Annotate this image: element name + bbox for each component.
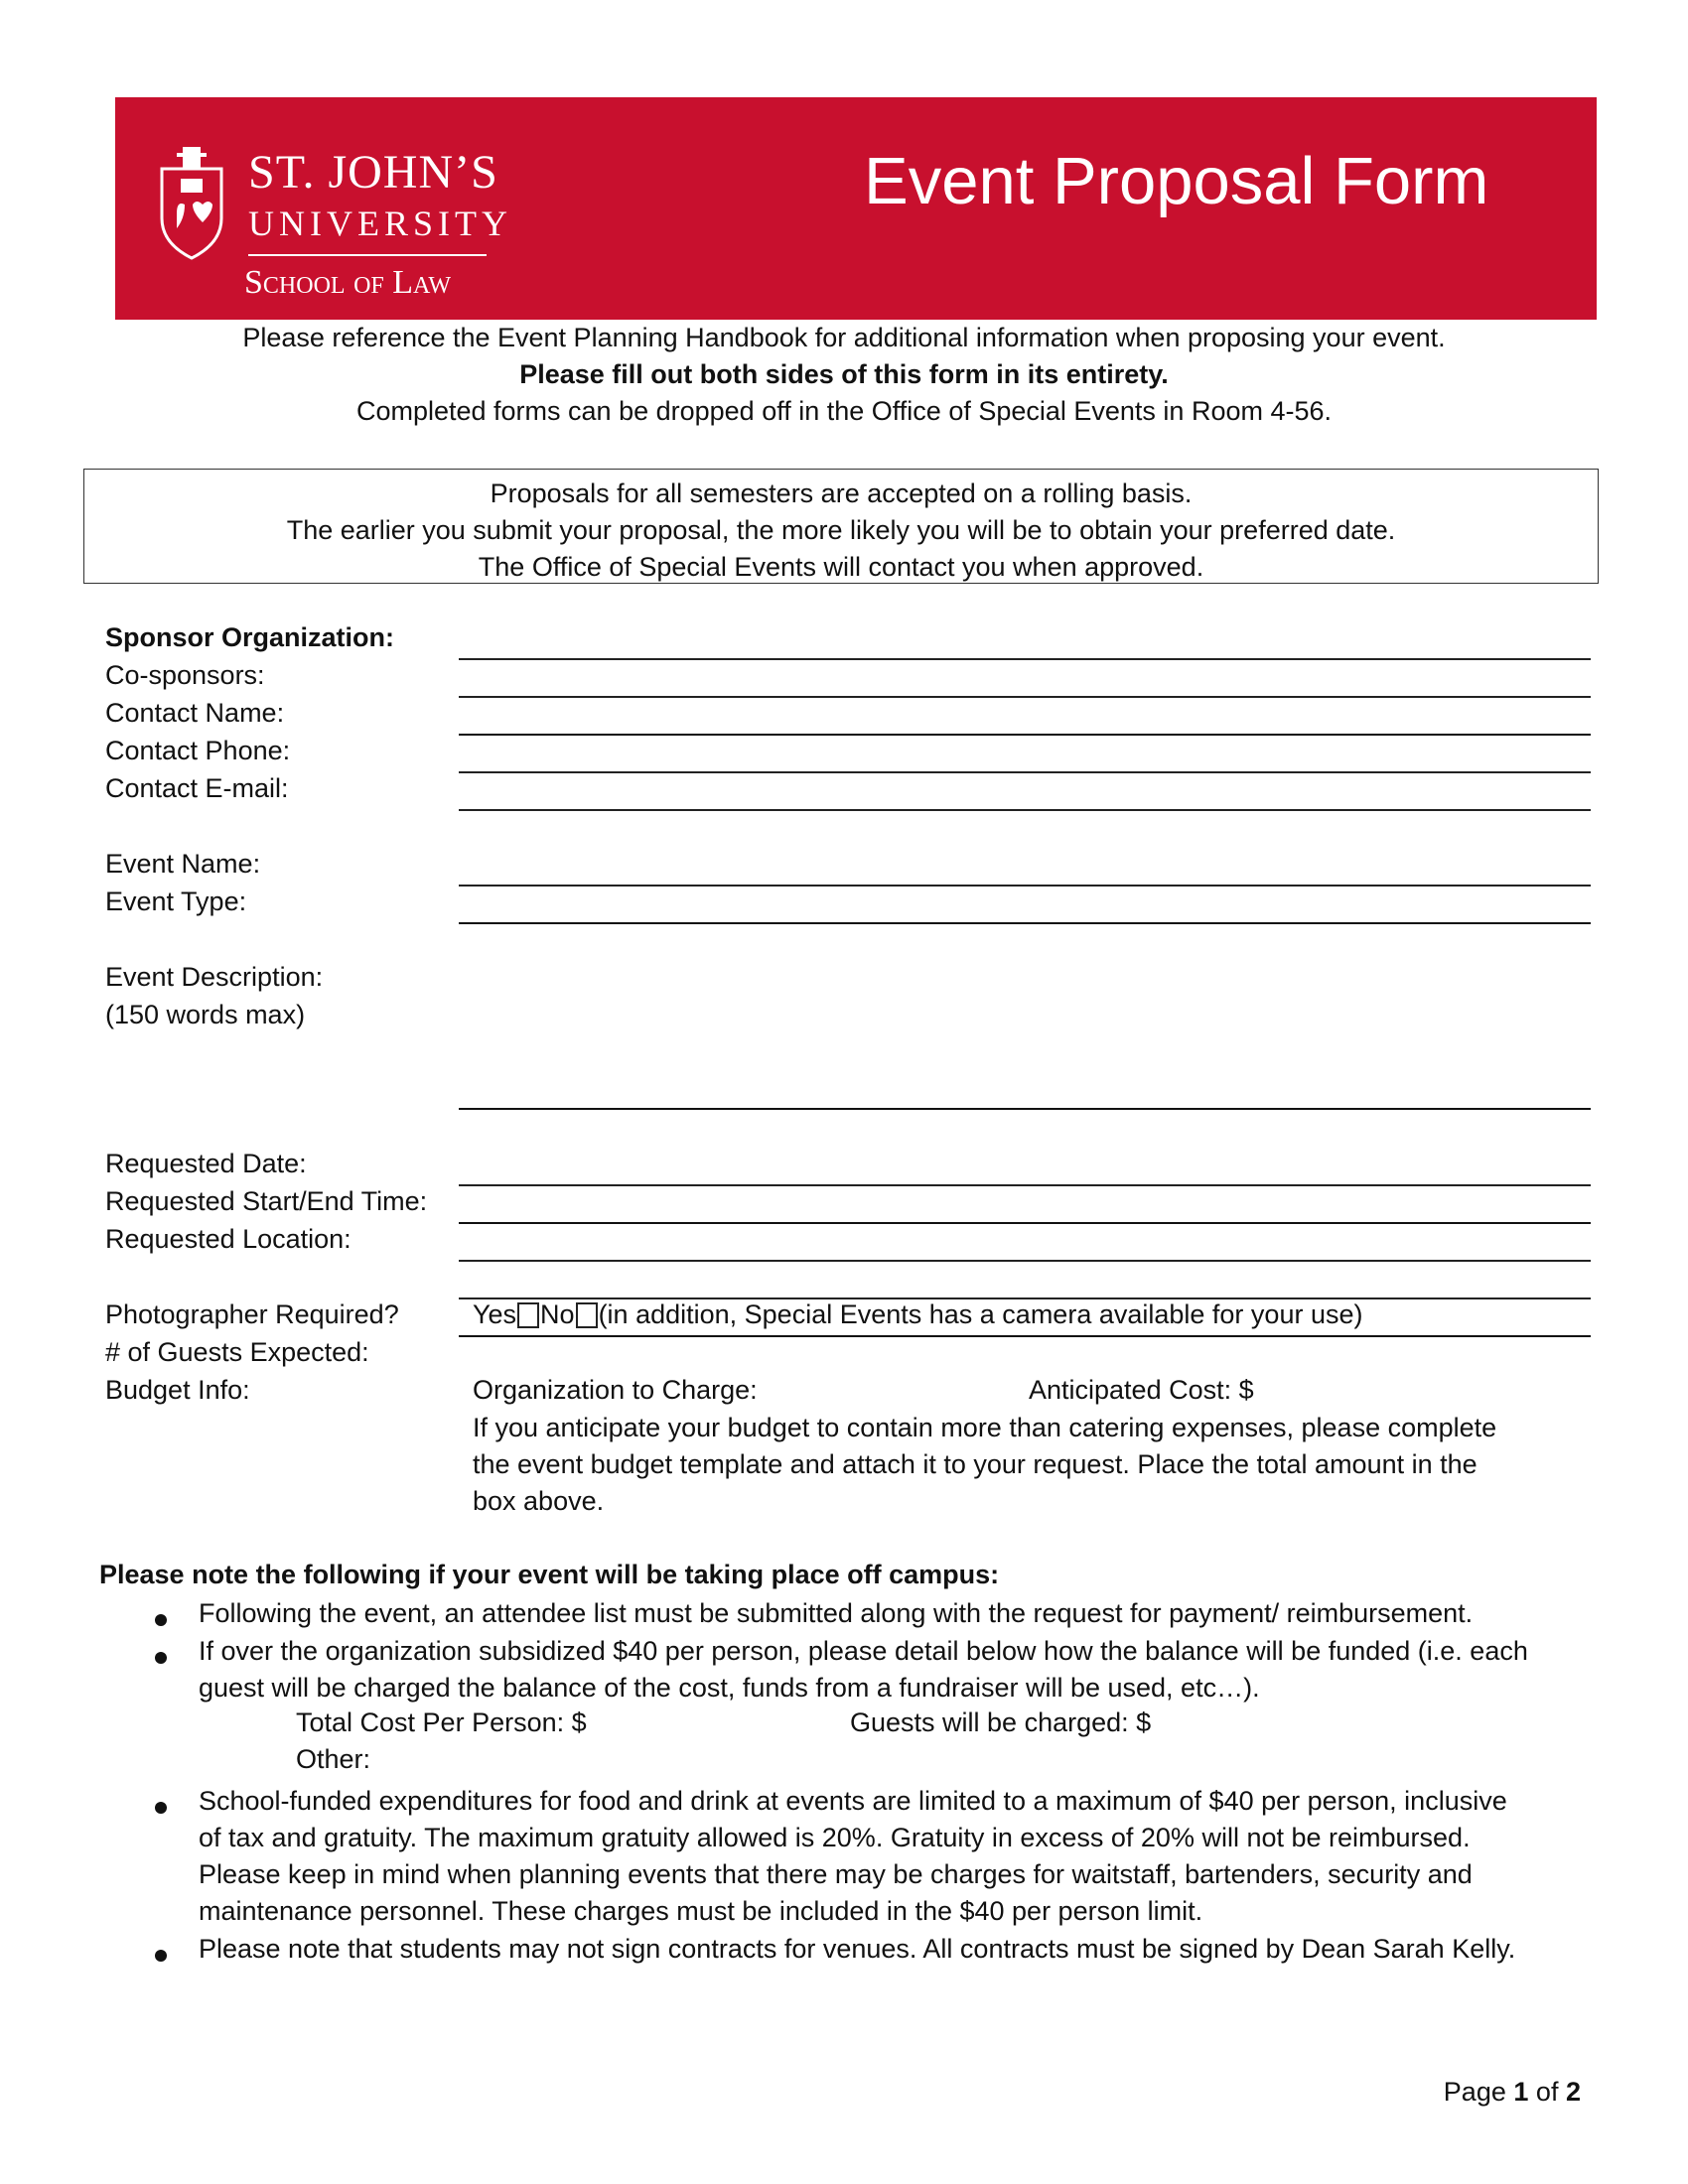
event-name-field[interactable] [459,885,1591,887]
bullet-icon [155,1614,167,1626]
budget-note-line1: If you anticipate your budget to contain more than catering expenses, please complete [473,1413,1497,1442]
contact-phone-label: Contact Phone: [105,736,291,765]
other-label: Other: [296,1744,371,1774]
contact-name-label: Contact Name: [105,698,285,728]
notice-line2: The earlier you submit your proposal, the more likely you will be to obtain your preferred date. [286,515,1396,545]
anticipated-cost-label: Anticipated Cost: $ [1029,1375,1254,1405]
photographer-no-label: No [540,1299,575,1329]
bullet1-text: Following the event, an attendee list must be submitted along with the request for payment/ reimbursement. [199,1598,1474,1628]
bullet3-line4: maintenance personnel. These charges must be included in the $40 per person limit. [199,1896,1203,1926]
bullet3-line2: of tax and gratuity. The maximum gratuity allowed is 20%. Gratuity in excess of 20% will not be reimbursed. [199,1823,1471,1852]
photographer-options [473,1299,1362,1330]
requested-date-label: Requested Date: [105,1149,307,1178]
logo-line2: UNIVERSITY [248,204,512,243]
requested-location-label: Requested Location: [105,1224,352,1254]
intro-line3: Completed forms can be dropped off in the Office of Special Events in Room 4-56. [355,396,1333,426]
photographer-yes-label: Yes [473,1299,517,1329]
university-crest-icon [147,139,236,268]
contact-email-label: Contact E-mail: [105,773,289,803]
sponsor-label: Sponsor Organization: [105,622,395,652]
requested-location-field[interactable] [459,1260,1591,1262]
budget-note-line2: the event budget template and attach it to your request. Place the total amount in the [473,1449,1477,1479]
page-total: 2 [1565,2077,1581,2107]
logo-line3: School of Law [244,264,452,301]
event-description-area[interactable] [459,933,1591,1108]
total-cost-label: Total Cost Per Person: $ [296,1707,587,1737]
bullet3-line3: Please keep in mind when planning events that there may be charges for waitstaff, bartenders, security and [199,1859,1473,1889]
off-campus-heading: Please note the following if your event will be taking place off campus: [99,1560,1000,1589]
guests-field[interactable] [459,1335,1591,1337]
photographer-label: Photographer Required? [105,1299,399,1329]
contact-email-field[interactable] [459,809,1591,811]
sponsor-field[interactable] [459,658,1591,660]
requested-time-label: Requested Start/End Time: [105,1186,428,1216]
notice-box [83,469,1599,584]
event-name-label: Event Name: [105,849,261,879]
guests-label: # of Guests Expected: [105,1337,369,1367]
bullet-icon [155,1802,167,1814]
contact-name-field[interactable] [459,734,1591,736]
bullet4-text: Please note that students may not sign contracts for venues. All contracts must be signed by Dean Sarah Kelly. [199,1934,1516,1964]
bullet2-line1: If over the organization subsidized $40 per person, please detail below how the balance will be funded (i.e. each [199,1636,1528,1666]
cosponsors-field[interactable] [459,696,1591,698]
cosponsors-label: Co-sponsors: [105,660,265,690]
event-description-label: Event Description: [105,962,324,992]
photographer-yes-checkbox[interactable] [517,1302,539,1328]
bullet3-line1: School-funded expenditures for food and drink at events are limited to a maximum of $40 per person, inclusive [199,1786,1507,1816]
event-description-field [459,1108,1591,1110]
photographer-note: (in addition, Special Events has a camera available for your use) [598,1299,1363,1329]
bullet-icon [155,1950,167,1962]
requested-date-field[interactable] [459,1184,1591,1186]
budget-note-line3: box above. [473,1486,605,1516]
requested-time-field[interactable] [459,1222,1591,1224]
bullet2-line2: guest will be charged the balance of the cost, funds from a fundraiser will be used, etc…). [199,1673,1260,1703]
notice-line1: Proposals for all semesters are accepted on a rolling basis. [490,478,1193,508]
page-number [1444,2077,1581,2108]
of-word: of [1535,2077,1559,2107]
intro-line2: Please fill out both sides of this form in its entirety. [519,359,1169,389]
notice-line3: The Office of Special Events will contact you when approved. [478,552,1204,582]
event-type-field[interactable] [459,922,1591,924]
page-current: 1 [1513,2077,1529,2107]
event-description-note: (150 words max) [105,1000,306,1029]
page-title: Event Proposal Form [864,144,1489,218]
photographer-no-checkbox[interactable] [576,1302,598,1328]
intro-line1: Please reference the Event Planning Handbook for additional information when proposing your event. [242,323,1446,352]
org-charge-label: Organization to Charge: [473,1375,758,1405]
bullet-icon [155,1652,167,1664]
contact-phone-field[interactable] [459,771,1591,773]
page-word: Page [1443,2077,1506,2107]
logo-divider [248,254,487,256]
event-type-label: Event Type: [105,887,247,916]
budget-label: Budget Info: [105,1375,250,1405]
logo-line1: ST. JOHN’S [248,146,498,199]
guests-charged-label: Guests will be charged: $ [850,1707,1152,1737]
